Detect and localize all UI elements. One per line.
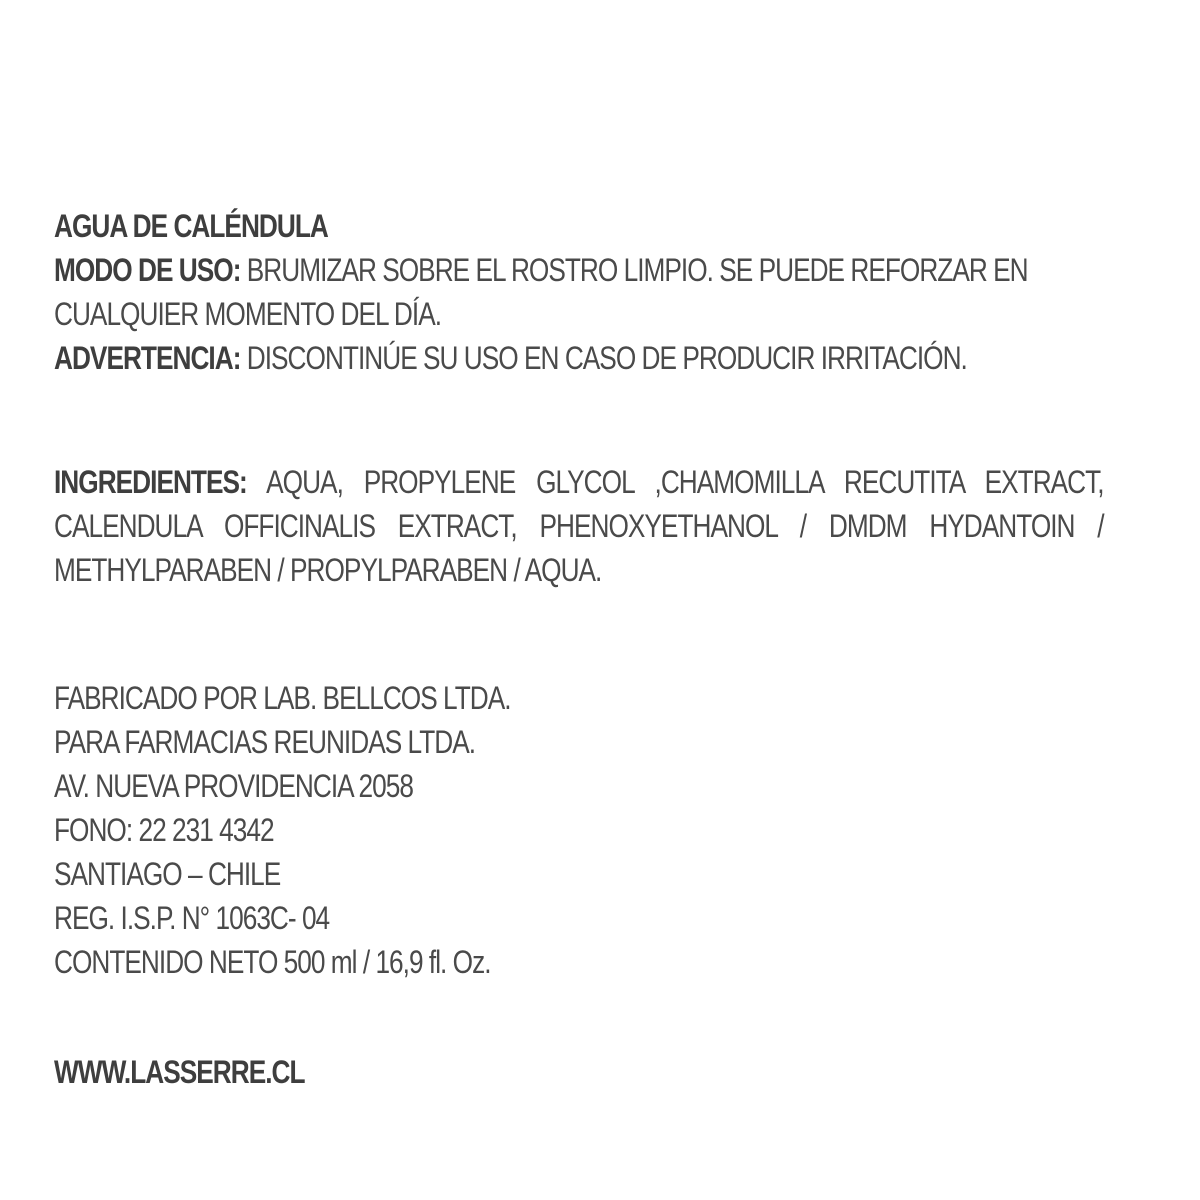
usage-text: BRUMIZAR SOBRE EL ROSTRO LIMPIO. SE PUEDE REFORZAR EN CUALQUIER MOMENTO DEL DÍA. [54,252,1028,332]
usage-instructions [54,248,1104,336]
ingredients-text: AQUA, PROPYLENE GLYCOL ,CHAMOMILLA RECUTITA EXTRACT, CALENDULA OFFICINALIS EXTRACT, PHENOXYETHANOL / DMDM HYDANTOIN / METHYLPARABEN / PROPYLPARABEN / AQUA. [54,464,1104,588]
warning-label: ADVERTENCIA: [54,340,241,376]
ingredients-label: INGREDIENTES: [54,464,247,500]
manufacturer-info [54,676,915,984]
registration-line: REG. I.S.P. N° 1063C- 04 [54,900,330,936]
phone-line: FONO: 22 231 4342 [54,812,274,848]
net-content-line: CONTENIDO NETO 500 ml / 16,9 fl. Oz. [54,944,491,980]
product-title: AGUA DE CALÉNDULA [54,208,328,244]
address-line: AV. NUEVA PROVIDENCIA 2058 [54,768,413,804]
manufacturer-line: FABRICADO POR LAB. BELLCOS LTDA. [54,680,511,716]
warning [54,336,967,380]
distributor-line: PARA FARMACIAS REUNIDAS LTDA. [54,724,476,760]
website-url: WWW.LASSERRE.CL [54,1054,305,1090]
city-line: SANTIAGO – CHILE [54,856,281,892]
warning-text: DISCONTINÚE SU USO EN CASO DE PRODUCIR IRRITACIÓN. [240,340,967,376]
usage-label: MODO DE USO: [54,252,241,288]
ingredients [54,460,1104,592]
